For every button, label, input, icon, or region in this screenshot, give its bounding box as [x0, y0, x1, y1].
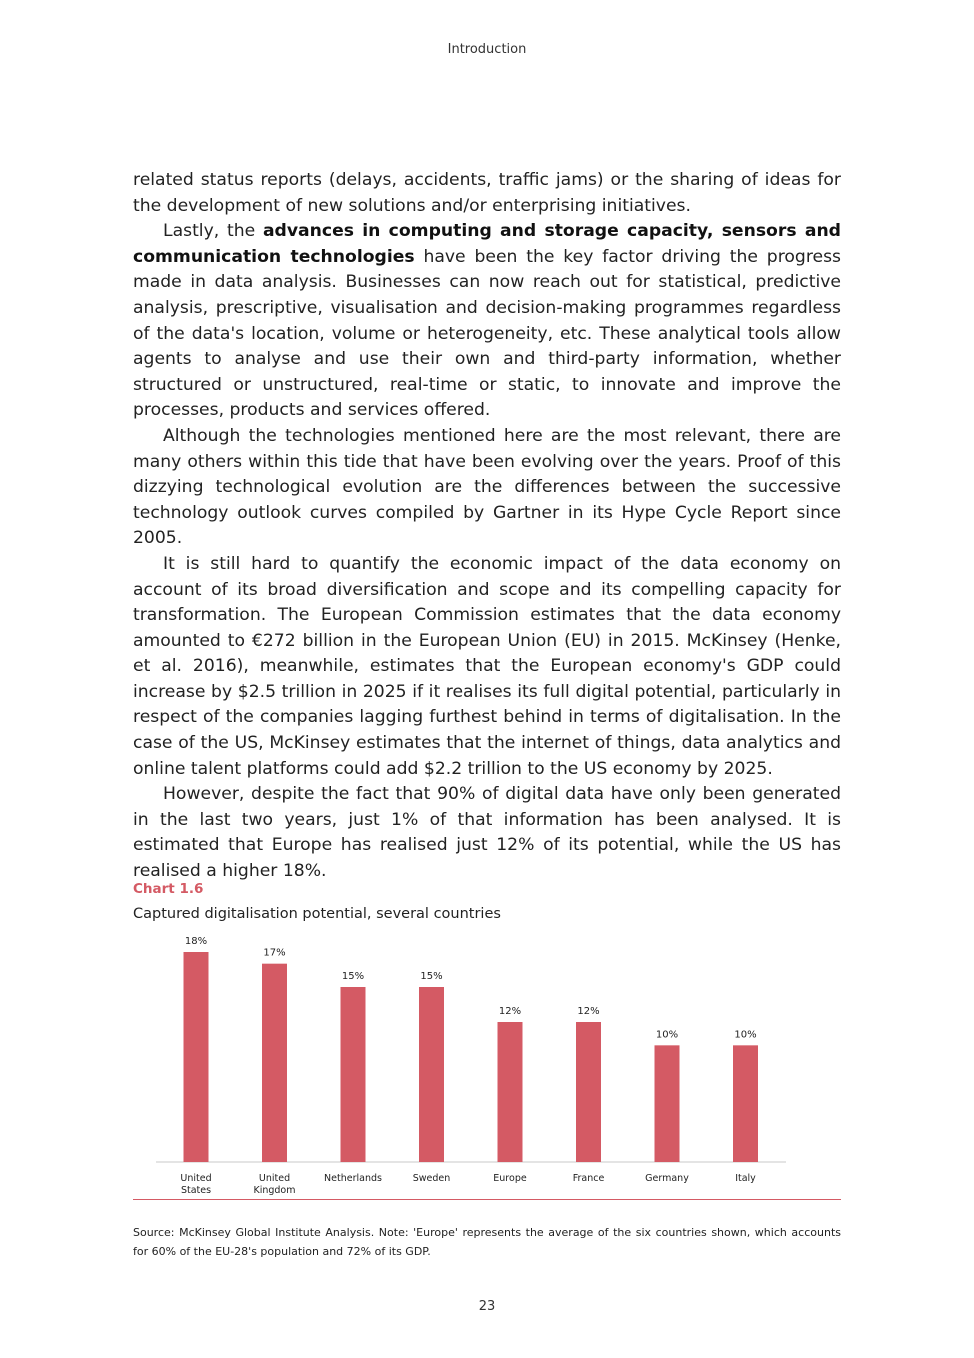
tick-label	[413, 1173, 451, 1184]
paragraph-2	[133, 219, 841, 424]
paragraph-5: However, despite the fact that 90% of digital data have only been generated in the last two years, just 1% of that information has been analysed. It is estimated that Europe has realised just 12% of its potential, while the US has realised a higher 18%.	[133, 784, 841, 882]
paragraph-2-lead: Lastly, the	[163, 221, 263, 242]
bar	[733, 1045, 758, 1162]
data-label: 15%	[341, 971, 365, 982]
bar-chart-svg	[133, 925, 841, 1205]
bar	[341, 987, 366, 1162]
tick-label	[324, 1173, 382, 1184]
data-label: 10%	[655, 1029, 679, 1041]
chart-label: Chart 1.6	[133, 881, 204, 897]
data-label: 12%	[577, 1006, 600, 1017]
bar-chart	[133, 925, 841, 1205]
tick-label-line: Sweden	[412, 1173, 451, 1184]
tick-label-line: States	[180, 1185, 212, 1196]
tick-label-line: United	[258, 1173, 291, 1184]
tick-label-line: France	[572, 1173, 605, 1184]
body-text	[133, 168, 841, 885]
paragraph-3: Although the technologies mentioned here are the most relevant, there are many others within this tide that have been evolving over the years. Proof of this dizzying technological evolution are the differences between the successive technology outlook curves compiled by Gartner in its Hype Cycle Report since 2005.	[133, 425, 841, 549]
page-number: 23	[478, 1299, 496, 1314]
chart-title: Captured digitalisation potential, several countries	[133, 906, 501, 922]
paragraph-2-rest: have been the key factor driving the progress made in data analysis. Businesses can now reach out for statistical, predictive analysis, prescriptive, visualisation and decision-making programmes regardless of the data's location, volume or heterogeneity, etc. These analytical tools allow agents to analyse and use their own and third-party information, whether structured or unstructured, real-time or static, to innovate and improve the processes, products and services offered.	[133, 246, 841, 421]
tick-label-line: Germany	[645, 1173, 689, 1184]
bar	[498, 1022, 523, 1162]
tick-label	[493, 1173, 527, 1184]
tick-label	[645, 1173, 689, 1184]
tick-label	[573, 1173, 605, 1184]
chart-source-note: Source: McKinsey Global Institute Analysis. Note: 'Europe' represents the average of the six countries shown, which accounts for 60% of the EU-28's population and 72% of its GDP.	[133, 1226, 841, 1258]
data-label: 15%	[420, 971, 443, 982]
tick-label	[253, 1173, 295, 1196]
bar	[262, 964, 287, 1162]
data-label: 17%	[263, 947, 286, 959]
paragraph-4: It is still hard to quantify the economic impact of the data economy on account of its broad diversification and scope and its compelling capacity for transformation. The European Commission estimates that the data economy amounted to €272 billion in the European Union (EU) in 2015. McKinsey (Henke, et al. 2016), meanwhile, estimates that the European economy's GDP could increase by $2.5 trillion in 2025 if it realises its full digital potential, particularly in respect of the companies lagging furthest behind in terms of digitalisation. In the case of the US, McKinsey estimates that the internet of things, data analytics and online talent platforms could add $2.2 trillion to the US economy by 2025.	[133, 553, 841, 779]
paragraph-2-bold: advances in computing and storage capacity, sensors and communication technologies	[133, 221, 841, 267]
data-label: 18%	[184, 936, 208, 947]
tick-label-line: United	[180, 1173, 212, 1184]
bar	[655, 1045, 680, 1162]
bar	[419, 987, 444, 1162]
chart-bottom-rule	[133, 1199, 841, 1200]
running-header: Introduction	[447, 42, 527, 57]
paragraph-1: related status reports (delays, accidents, traffic jams) or the sharing of ideas for the development of new solutions and/or enterprising initiatives.	[133, 170, 841, 216]
data-label: 12%	[498, 1006, 522, 1017]
tick-label	[735, 1173, 756, 1184]
bar	[576, 1022, 601, 1162]
tick-label-line: Netherlands	[324, 1173, 382, 1184]
tick-label-line: Europe	[493, 1173, 527, 1184]
bar	[184, 952, 209, 1162]
tick-label-line: Kingdom	[253, 1185, 296, 1196]
tick-label-line: Italy	[735, 1173, 756, 1184]
data-label: 10%	[734, 1029, 757, 1041]
tick-label	[180, 1173, 211, 1196]
